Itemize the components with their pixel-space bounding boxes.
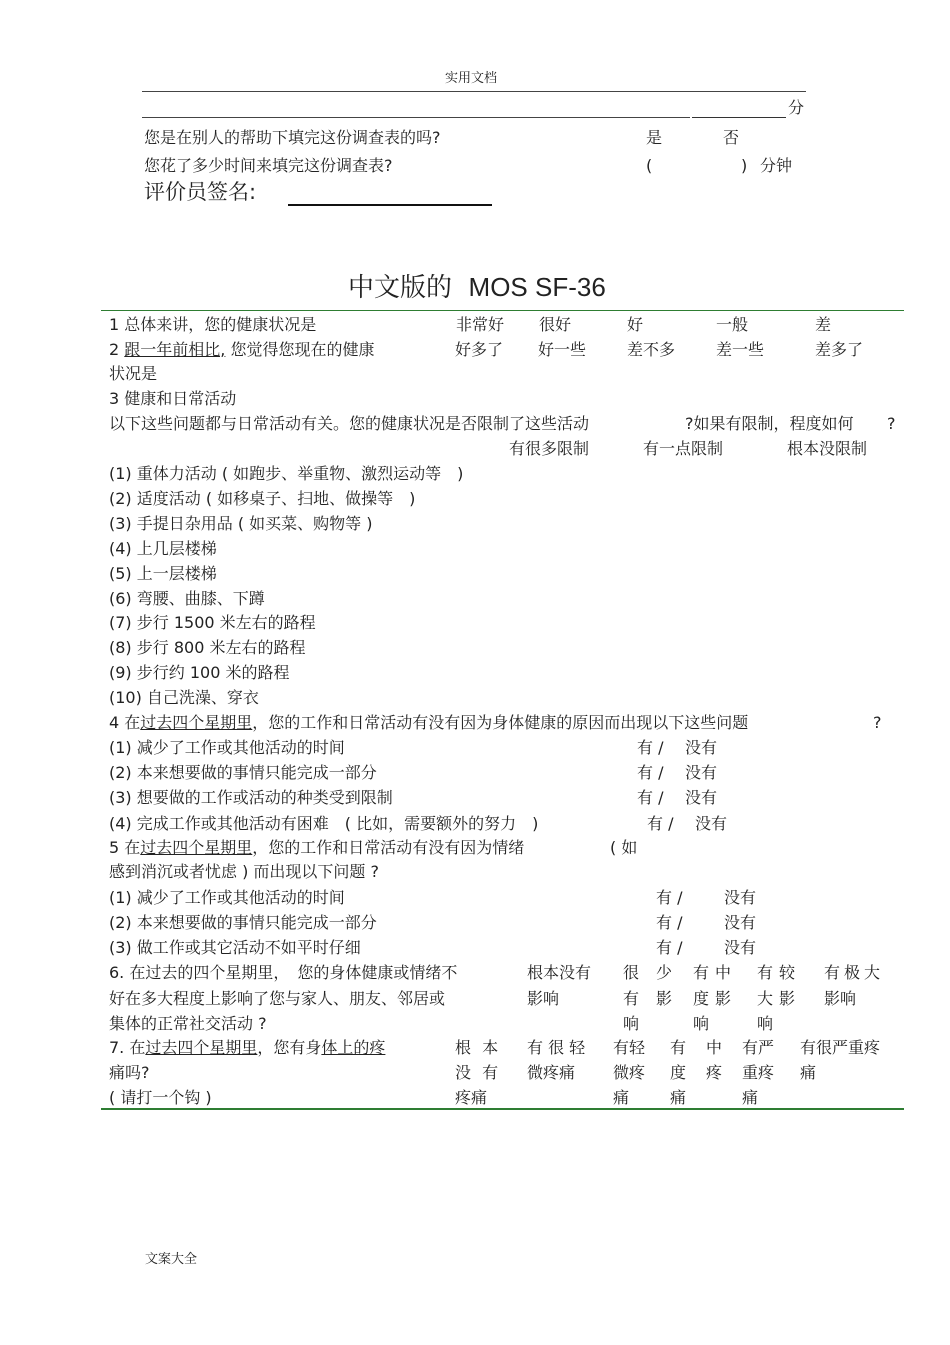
q6-line2: 好在多大程度上影响了您与家人、朋友、邻居或 xyxy=(109,989,446,1008)
header-divider xyxy=(142,91,806,92)
q7-mid: ，您有身 xyxy=(257,1038,322,1057)
q5-yes-option[interactable]: 有 / xyxy=(656,913,683,932)
q5-item: (2) 本来想要做的事情只能完成一部分 xyxy=(109,913,377,932)
q7-option[interactable]: 痛 xyxy=(613,1088,630,1107)
q4-text xyxy=(109,713,748,733)
q2-option[interactable]: 差一些 xyxy=(716,340,765,359)
q4-item: (2) 本来想要做的事情只能完成一部分 xyxy=(109,763,377,782)
q6-option[interactable]: 有中 xyxy=(693,963,738,982)
q7-underlined2: 体上的疼 xyxy=(321,1038,386,1057)
q7-option[interactable]: 没 有 xyxy=(455,1063,502,1082)
q3-item: (3) 手提日杂用品 ( 如买菜、购物等 ) xyxy=(109,514,373,533)
q4-underlined: 过去四个星期里 xyxy=(140,713,253,732)
q7-option[interactable]: 中 xyxy=(706,1038,723,1057)
q4-yes-option[interactable]: 有 / xyxy=(637,788,664,807)
q7-option[interactable]: 痛 xyxy=(670,1088,687,1107)
q6-line1: 6. 在过去的四个星期里， 您的身体健康或情绪不 xyxy=(109,963,458,982)
q1-option[interactable]: 很好 xyxy=(539,315,572,334)
q2-line2: 状况是 xyxy=(109,364,158,383)
q4-no-option[interactable]: 没有 xyxy=(695,814,728,833)
q5-text xyxy=(109,838,524,858)
q6-option[interactable]: 影 xyxy=(656,989,673,1008)
q3-item: (1) 重体力活动 ( 如跑步、举重物、激烈运动等 ) xyxy=(109,464,464,483)
q2-rest: 您觉得您现在的健康 xyxy=(230,340,375,359)
q6-option[interactable]: 很 xyxy=(623,963,640,982)
q7-option[interactable]: 微疼痛 xyxy=(527,1063,576,1082)
q2-option[interactable]: 差不多 xyxy=(627,340,676,359)
q7-option[interactable]: 疼 xyxy=(706,1063,723,1082)
time-question: 您花了多少时间来填完这份调查表? xyxy=(144,156,393,175)
q6-option[interactable]: 响 xyxy=(623,1014,640,1033)
q2-option[interactable]: 好多了 xyxy=(455,340,504,359)
q3-intro-question: ?如果有限制，程度如何 xyxy=(685,414,854,433)
help-no-option[interactable]: 否 xyxy=(723,128,740,147)
q7-text xyxy=(109,1038,385,1058)
q3-intro-end: ? xyxy=(887,414,896,433)
q7-option[interactable]: 重疼 xyxy=(742,1063,775,1082)
q5-item: (3) 做工作或其它活动不如平时仔细 xyxy=(109,938,361,957)
q5-line2: 感到消沉或者忧虑 ) 而出现以下问题 ? xyxy=(109,862,379,881)
q6-line3: 集体的正常社交活动 ? xyxy=(109,1014,267,1033)
form-title-prefix: 中文版的 xyxy=(348,273,453,303)
q5-no-option[interactable]: 没有 xyxy=(724,938,757,957)
q3-item: (7) 步行 1500 米左右的路程 xyxy=(109,613,316,632)
q6-option[interactable]: 少 xyxy=(656,963,673,982)
q7-option[interactable]: 有严 xyxy=(742,1038,775,1057)
score-blank[interactable] xyxy=(692,117,786,118)
q4-end: ? xyxy=(873,713,882,732)
q4-yes-option[interactable]: 有 / xyxy=(637,738,664,757)
q2-option[interactable]: 好一些 xyxy=(538,340,587,359)
page-footer: 文案大全 xyxy=(145,1252,198,1267)
q2-text xyxy=(109,340,374,360)
q7-option[interactable]: 痛 xyxy=(800,1063,817,1082)
q5-no-option[interactable]: 没有 xyxy=(724,913,757,932)
q7-option[interactable]: 疼痛 xyxy=(455,1088,488,1107)
q4-no-option[interactable]: 没有 xyxy=(685,788,718,807)
q2-num: 2 xyxy=(109,340,120,359)
q5-no-option[interactable]: 没有 xyxy=(724,888,757,907)
help-question: 您是在别人的帮助下填完这份调查表的吗? xyxy=(144,128,441,147)
q4-item: (3) 想要做的工作或活动的种类受到限制 xyxy=(109,788,393,807)
q2-option[interactable]: 差多了 xyxy=(815,340,864,359)
q7-option[interactable]: 有 xyxy=(670,1038,687,1057)
q4-yes-option[interactable]: 有 / xyxy=(647,814,674,833)
q3-intro: 以下这些问题都与日常活动有关。您的健康状况是否限制了这些活动 xyxy=(109,414,590,433)
q7-option[interactable]: 有 很 轻 xyxy=(527,1038,586,1057)
evaluator-label: 评价员签名: xyxy=(144,180,257,204)
q5-rest: ，您的工作和日常活动有没有因为情绪 xyxy=(252,838,525,857)
table-bottom-border xyxy=(101,1108,904,1110)
q4-item: (4) 完成工作或其他活动有困难 ( 比如，需要额外的努力 ) xyxy=(109,814,539,833)
q5-yes-option[interactable]: 有 / xyxy=(656,938,683,957)
score-unit: 分 xyxy=(788,98,805,117)
q1-option[interactable]: 非常好 xyxy=(456,315,505,334)
q3-option-header: 有一点限制 xyxy=(643,439,724,458)
q6-option[interactable]: 影响 xyxy=(527,989,560,1008)
time-open-paren: ( xyxy=(646,156,653,175)
q4-item: (1) 减少了工作或其他活动的时间 xyxy=(109,738,345,757)
q3-option-header: 根本没限制 xyxy=(787,439,868,458)
q3-item: (9) 步行约 100 米的路程 xyxy=(109,663,290,682)
q7-option[interactable]: 微疼 xyxy=(613,1063,646,1082)
q3-item: (10) 自己洗澡、穿衣 xyxy=(109,688,259,707)
form-title-name: MOS SF-36 xyxy=(468,272,606,302)
q6-option[interactable]: 响 xyxy=(757,1014,774,1033)
q7-num: 7. 在 xyxy=(109,1038,146,1057)
q6-option[interactable]: 有极大 xyxy=(824,963,885,982)
q7-line2: 痛吗? xyxy=(109,1063,150,1082)
q1-text: 1 总体来讲，您的健康状况是 xyxy=(109,315,317,334)
time-close-paren: ) xyxy=(741,156,748,175)
evaluator-signature-line[interactable] xyxy=(288,204,492,206)
q4-yes-option[interactable]: 有 / xyxy=(637,763,664,782)
q7-option[interactable]: 有轻 xyxy=(613,1038,646,1057)
q4-no-option[interactable]: 没有 xyxy=(685,763,718,782)
q3-item: (4) 上几层楼梯 xyxy=(109,539,217,558)
q1-option[interactable]: 好 xyxy=(627,315,644,334)
q6-option[interactable]: 有较 xyxy=(757,963,802,982)
q7-option[interactable]: 有很严重疼 xyxy=(800,1038,881,1057)
q5-item: (1) 减少了工作或其他活动的时间 xyxy=(109,888,345,907)
q6-option[interactable]: 响 xyxy=(693,1014,710,1033)
q7-option[interactable]: 度 xyxy=(670,1063,687,1082)
q4-rest: ，您的工作和日常活动有没有因为身体健康的原因而出现以下这些问题 xyxy=(252,713,749,732)
q6-option[interactable]: 度影 xyxy=(693,989,738,1008)
q3-item: (5) 上一层楼梯 xyxy=(109,564,217,583)
q2-underlined: 跟一年前相比, xyxy=(124,340,226,359)
q3-option-header: 有很多限制 xyxy=(509,439,590,458)
q7-line3: ( 请打一个钩 ) xyxy=(109,1088,212,1107)
q4-num: 4 在 xyxy=(109,713,141,732)
time-unit: 分钟 xyxy=(760,156,793,175)
q1-option[interactable]: 差 xyxy=(815,315,832,334)
table-top-border xyxy=(101,310,904,311)
q7-option[interactable]: 根 本 xyxy=(455,1038,502,1057)
q7-option[interactable]: 痛 xyxy=(742,1088,759,1107)
q5-num: 5 在 xyxy=(109,838,141,857)
q5-underlined: 过去四个星期里 xyxy=(140,838,253,857)
q6-option[interactable]: 大影 xyxy=(757,989,802,1008)
q3-title: 3 健康和日常活动 xyxy=(109,389,237,408)
q7-underlined: 过去四个星期里 xyxy=(145,1038,258,1057)
q6-option[interactable]: 有 xyxy=(623,989,640,1008)
q6-option[interactable]: 根本没有 xyxy=(527,963,592,982)
form-title xyxy=(348,271,606,304)
q3-item: (6) 弯腰、曲膝、下蹲 xyxy=(109,589,265,608)
q1-option[interactable]: 一般 xyxy=(716,315,749,334)
help-yes-option[interactable]: 是 xyxy=(646,128,663,147)
q4-no-option[interactable]: 没有 xyxy=(685,738,718,757)
q3-item: (2) 适度活动 ( 如移桌子、扫地、做操等 ) xyxy=(109,489,416,508)
q6-option[interactable]: 影响 xyxy=(824,989,857,1008)
q5-rest2: ( 如 xyxy=(610,838,638,857)
q5-yes-option[interactable]: 有 / xyxy=(656,888,683,907)
score-line-left xyxy=(142,117,690,118)
q3-item: (8) 步行 800 米左右的路程 xyxy=(109,638,306,657)
page-header: 实用文档 xyxy=(445,71,498,86)
